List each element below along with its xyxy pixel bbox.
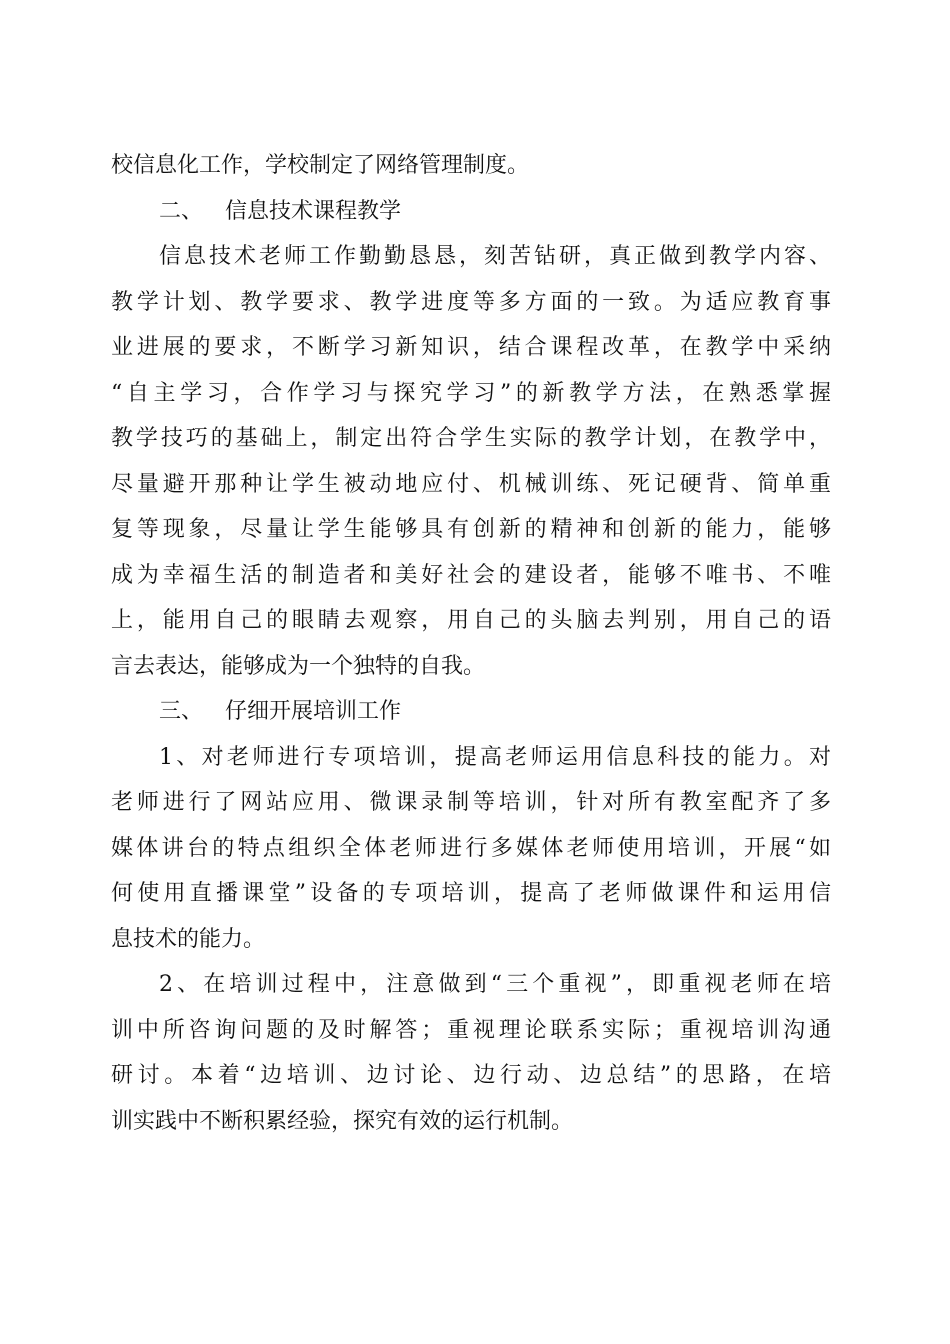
text-line: 校信息化工作，学校制定了网络管理制度。: [111, 153, 530, 178]
text-line: 媒体讲台的特点组织全体老师进行多媒体老师使用培训，开展“如: [111, 835, 831, 861]
text-line: 尽量避开那种让学生被动地应付、机械训练、死记硬背、简单重: [111, 471, 831, 497]
text-line: 教学计划、教学要求、教学进度等多方面的一致。为适应教育事: [111, 289, 831, 315]
text-line: 老师进行了网站应用、微课录制等培训，针对所有教室配齐了多: [111, 790, 831, 815]
text-line: 业进展的要求，不断学习新知识，结合课程改革，在教学中采纳: [111, 335, 831, 360]
text-line: “自主学习，合作学习与探究学习”的新教学方法，在熟悉掌握: [111, 380, 831, 406]
document-body: [111, 143, 831, 1144]
text-line: 成为幸福生活的制造者和美好社会的建设者，能够不唯书、不唯: [111, 562, 831, 588]
text-line: 训实践中不断积累经验，探究有效的运行机制。: [111, 1108, 574, 1134]
text-line: 信息技术老师工作勤勤恳恳，刻苦钻研，真正做到教学内容、: [159, 244, 831, 269]
section-heading-2: [111, 189, 831, 235]
text-line: 何使用直播课堂”设备的专项培训，提高了老师做课件和运用信: [111, 881, 831, 906]
text-line: 2、在培训过程中，注意做到“三个重视”，即重视老师在培: [159, 972, 831, 997]
section-heading-3: [111, 689, 831, 735]
text-line: 训中所咨询问题的及时解答；重视理论联系实际；重视培训沟通: [111, 1017, 831, 1043]
text-line: 1、对老师进行专项培训，提高老师运用信息科技的能力。对: [159, 744, 831, 770]
text-line: 上，能用自己的眼睛去观察，用自己的头脑去判别，用自己的语: [111, 608, 831, 633]
text-line: 复等现象，尽量让学生能够具有创新的精神和创新的能力，能够: [111, 517, 831, 542]
section-title: 仔细开展培训工作: [225, 699, 402, 724]
text-line: 教学技巧的基础上，制定出符合学生实际的教学计划，在教学中，: [111, 426, 831, 451]
section-number: 二、: [159, 198, 204, 224]
text-line: 言去表达，能够成为一个独特的自我。: [111, 653, 486, 679]
section-number: 三、: [159, 699, 204, 724]
text-line: 息技术的能力。: [111, 926, 266, 952]
text-line: 研讨。本着“边培训、边讨论、边行动、边总结”的思路，在培: [111, 1063, 831, 1088]
section-title: 信息技术课程教学: [225, 198, 402, 224]
